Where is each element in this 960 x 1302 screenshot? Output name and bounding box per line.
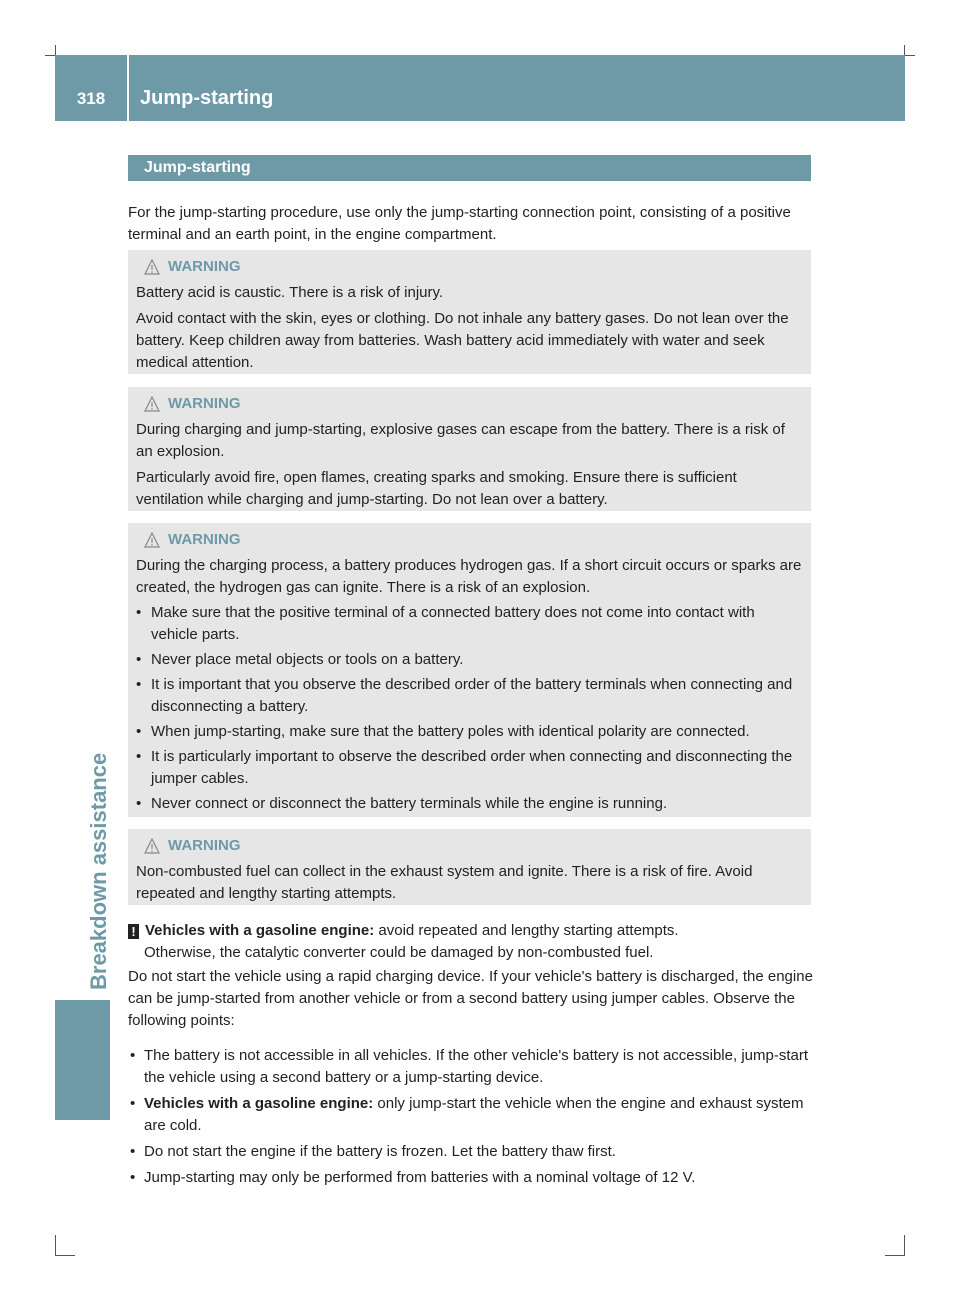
warning-box bbox=[128, 250, 811, 374]
crop-mark bbox=[904, 1235, 905, 1255]
body-paragraph: Do not start the vehicle using a rapid charging device. If your vehicle's battery is discharged, the engine can be jump-started from another vehicle or from a second battery using jumper cables. Observe the following points: bbox=[128, 968, 813, 1029]
warning-triangle-icon bbox=[144, 396, 160, 412]
header-divider bbox=[127, 55, 129, 121]
crop-mark bbox=[55, 1255, 75, 1256]
note-text: avoid repeated and lengthy starting attempts. bbox=[374, 922, 679, 939]
list-item: • The battery is not accessible in all vehicles. If the other vehicle's battery is not accessible, jump-start the vehicle using a second battery or a jump-starting device. bbox=[128, 1045, 813, 1089]
warning-box bbox=[128, 387, 811, 511]
warning-box bbox=[128, 829, 811, 905]
page-number: 318 bbox=[76, 89, 106, 108]
warning-triangle-icon bbox=[144, 259, 160, 275]
warning-text: Battery acid is caustic. There is a risk of injury. bbox=[136, 284, 444, 301]
warning-text: During the charging process, a battery produces hydrogen gas. If a short circuit occurs or sparks are created, the hydrogen gas can ignite. There is a risk of an explosion. bbox=[136, 557, 802, 596]
warning-bullet: • When jump-starting, make sure that the battery poles with identical polarity are connected. bbox=[136, 721, 805, 743]
warning-text: During charging and jump-starting, explosive gases can escape from the battery. There is a risk of an explosion. bbox=[136, 421, 785, 460]
warning-triangle-icon bbox=[144, 838, 160, 854]
list-item-bold: Vehicles with a gasoline engine: bbox=[144, 1095, 374, 1112]
warning-label: WARNING bbox=[168, 837, 241, 854]
intro-paragraph: For the jump-starting procedure, use only the jump-starting connection point, consisting of a positive terminal and an earth point, in the engine compartment. bbox=[128, 204, 791, 243]
warning-triangle-icon bbox=[144, 532, 160, 548]
side-tab bbox=[55, 1000, 110, 1120]
exclamation-icon: ! bbox=[128, 924, 139, 939]
note-continuation: Otherwise, the catalytic converter could be damaged by non-combusted fuel. bbox=[144, 944, 654, 961]
header-title: Jump-starting bbox=[140, 87, 274, 109]
warning-text: Avoid contact with the skin, eyes or clothing. Do not inhale any battery gases. Do not lean over the battery. Keep children away from batteries. Wash battery acid immediately with water and seek medical attention. bbox=[136, 310, 789, 371]
warning-bullet: • Never connect or disconnect the battery terminals while the engine is running. bbox=[136, 793, 805, 815]
caution-note bbox=[128, 920, 813, 964]
crop-mark bbox=[885, 1255, 905, 1256]
note-bold: Vehicles with a gasoline engine: bbox=[145, 922, 375, 939]
warning-label: WARNING bbox=[168, 395, 241, 412]
warning-bullet: • Make sure that the positive terminal of a connected battery does not come into contact with vehicle parts. bbox=[136, 602, 805, 646]
list-item-text: only jump-start the vehicle when the engine and exhaust system are cold. bbox=[144, 1095, 804, 1134]
warning-bullet: • It is particularly important to observe the described order when connecting and disconnecting the jumper cables. bbox=[136, 746, 805, 790]
section-title-bar bbox=[128, 155, 811, 181]
list-item: • Jump-starting may only be performed from batteries with a nominal voltage of 12 V. bbox=[128, 1167, 813, 1189]
warning-label: WARNING bbox=[168, 531, 241, 548]
warning-label: WARNING bbox=[168, 258, 241, 275]
list-item: • Do not start the engine if the battery is frozen. Let the battery thaw first. bbox=[128, 1141, 813, 1163]
warning-bullet: • It is important that you observe the described order of the battery terminals when connecting and disconnecting a battery. bbox=[136, 674, 805, 718]
warning-text: Particularly avoid fire, open flames, creating sparks and smoking. Ensure there is sufficient ventilation while charging and jump-starting. Do not lean over a battery. bbox=[136, 469, 737, 508]
body-bullets bbox=[128, 1045, 813, 1189]
side-section-label: Breakdown assistance bbox=[86, 752, 111, 990]
crop-mark bbox=[55, 1235, 56, 1255]
warning-bullet: • Never place metal objects or tools on a battery. bbox=[136, 649, 805, 671]
warning-box bbox=[128, 523, 811, 817]
section-title: Jump-starting bbox=[144, 159, 251, 176]
page-header bbox=[55, 55, 905, 121]
warning-text: Non-combusted fuel can collect in the exhaust system and ignite. There is a risk of fire. Avoid repeated and lengthy starting attempts. bbox=[136, 863, 753, 902]
list-item bbox=[128, 1093, 813, 1137]
